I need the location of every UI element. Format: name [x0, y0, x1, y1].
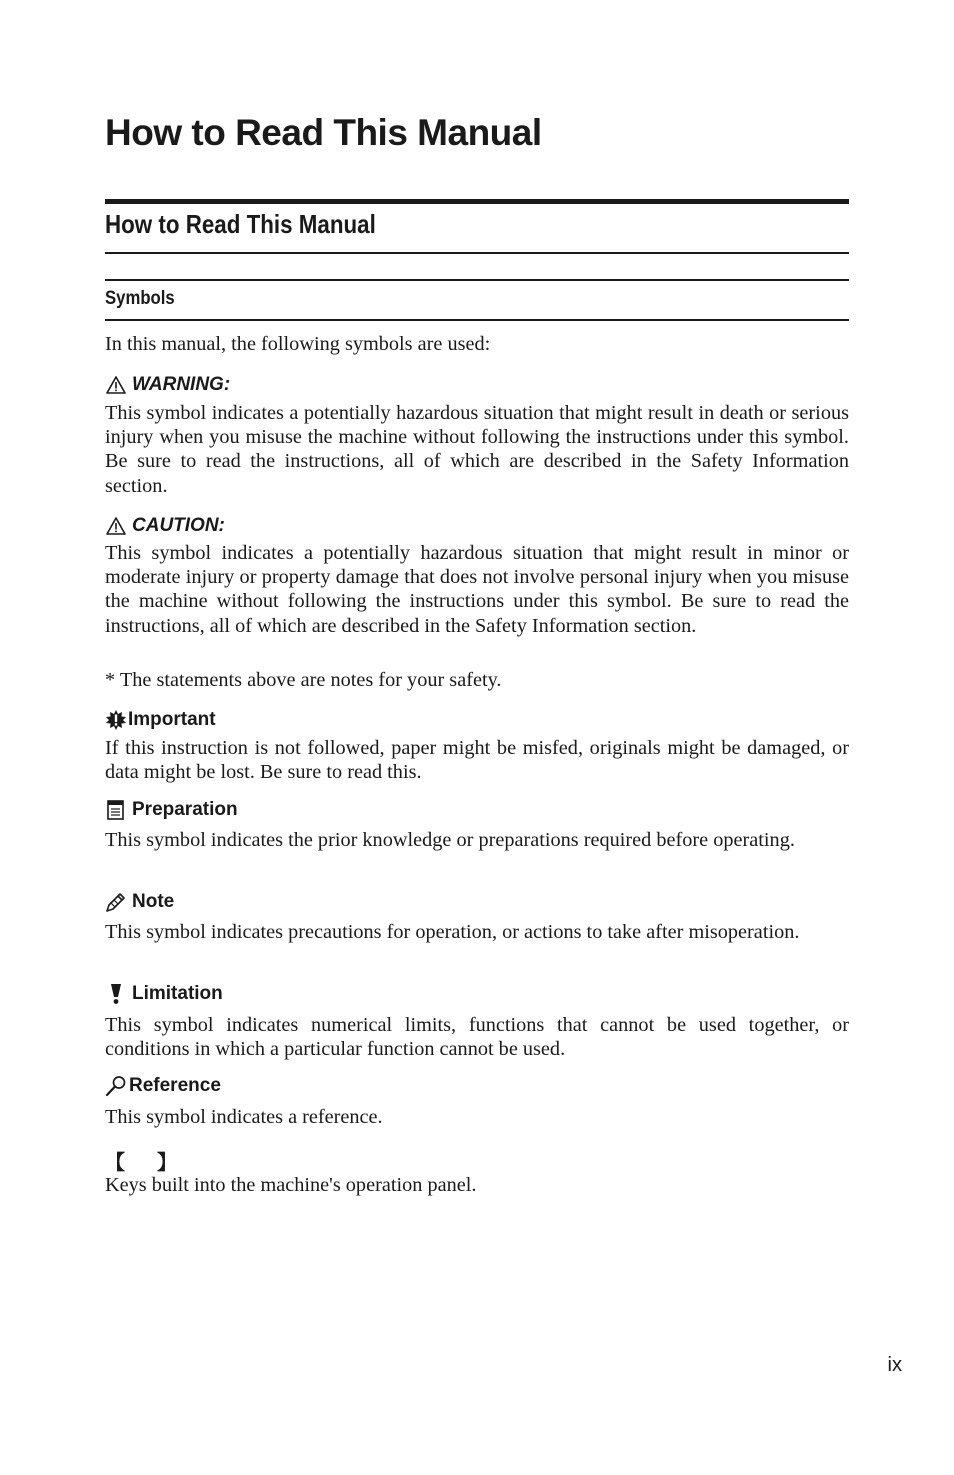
- section-top-rule: [105, 199, 849, 204]
- limitation-text: This symbol indicates numerical limits, functions that cannot be used together, or conditions in which a particular function cannot be used.: [105, 1014, 849, 1061]
- note-heading: [105, 891, 174, 913]
- note-label: Note: [132, 891, 175, 912]
- caution-label: CAUTION:: [132, 515, 225, 536]
- section-bottom-rule: [105, 252, 849, 254]
- important-text: If this instruction is not followed, paper might be misfed, originals might be damaged, or data might be lost. Be sure to read this.: [105, 737, 849, 784]
- important-label: Important: [128, 709, 216, 730]
- key-brackets: [105, 1146, 177, 1175]
- close-bracket: 】: [157, 1150, 177, 1174]
- reference-text: This symbol indicates a reference.: [105, 1106, 383, 1128]
- reference-heading: [105, 1075, 221, 1097]
- subsection-bottom-rule: [105, 319, 849, 321]
- intro-text: In this manual, the following symbols are used:: [105, 333, 491, 355]
- warning-text: This symbol indicates a potentially hazardous situation that might result in death or serious injury when you misuse the machine without following the instructions under this symbol. Be sure to read the instructions, all of which are described in the Safety Information section.: [105, 402, 849, 497]
- warning-heading: [105, 374, 230, 396]
- limitation-exclamation-icon: [105, 983, 127, 1005]
- subsection-title: Symbols: [105, 288, 175, 309]
- section-title: How to Read This Manual: [105, 209, 376, 239]
- important-burst-icon: [105, 709, 127, 731]
- limitation-label: Limitation: [132, 983, 223, 1004]
- preparation-text: This symbol indicates the prior knowledge or preparations required before operating.: [105, 829, 795, 851]
- limitation-heading: [105, 983, 223, 1005]
- note-text: This symbol indicates precautions for operation, or actions to take after misoperation.: [105, 921, 800, 943]
- safety-note: * The statements above are notes for your safety.: [105, 669, 502, 691]
- important-heading: [105, 709, 216, 731]
- page-title: How to Read This Manual: [105, 112, 542, 153]
- caution-heading: [105, 515, 225, 537]
- reference-label: Reference: [129, 1075, 221, 1096]
- warning-label: WARNING:: [132, 374, 231, 395]
- page-number: ix: [887, 1354, 902, 1376]
- caution-triangle-icon: [105, 515, 127, 537]
- preparation-book-icon: [105, 799, 127, 821]
- open-bracket: 【: [105, 1150, 125, 1174]
- note-pencil-icon: [105, 891, 127, 913]
- warning-triangle-icon: [105, 374, 127, 396]
- caution-text: This symbol indicates a potentially hazardous situation that might result in minor or moderate injury or property damage that does not involve personal injury when you misuse the machine without following the instructions under this symbol. Be sure to read the instructions, all of which are described in the Safety Information section.: [105, 542, 849, 637]
- preparation-label: Preparation: [132, 799, 238, 820]
- subsection-top-rule: [105, 279, 849, 281]
- reference-magnifier-icon: [105, 1075, 127, 1097]
- preparation-heading: [105, 799, 238, 821]
- keys-text: Keys built into the machine's operation panel.: [105, 1174, 477, 1196]
